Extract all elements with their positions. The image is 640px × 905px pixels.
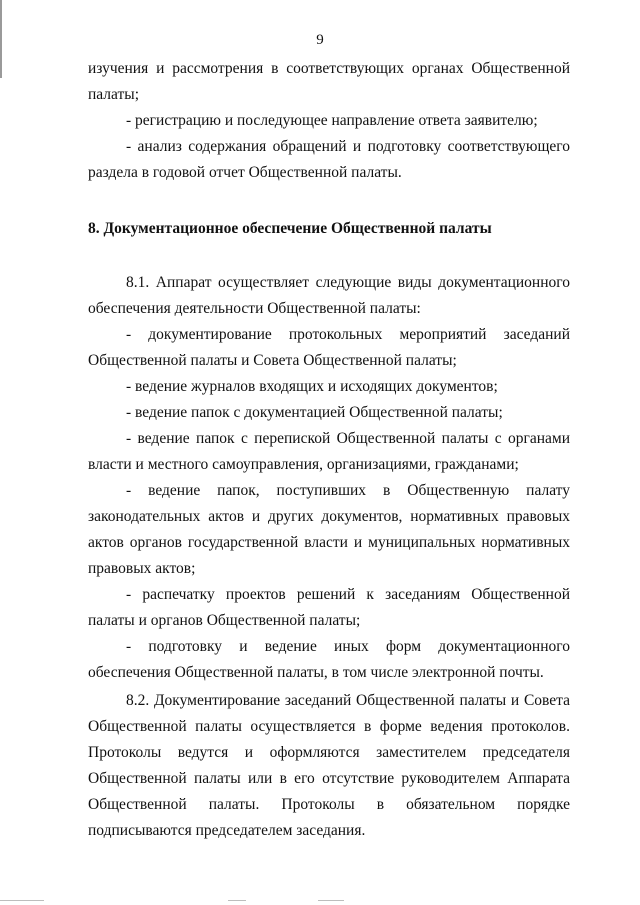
list-item: - распечатку проектов решений к заседаниям Общественной палаты и органов Общественной палаты; [88, 586, 570, 629]
list-item-registration: - регистрацию и последующее направление ответа заявителю; [126, 112, 538, 129]
document-body [88, 56, 570, 844]
list-item: - подготовку и ведение иных форм документационного обеспечения Общественной палаты, в том числе электронной почты. [88, 638, 570, 681]
list-item: - ведение журналов входящих и исходящих документов; [126, 378, 498, 395]
list-item: - ведение папок с перепиской Общественной палаты с органами власти и местного самоуправления, организациями, гражданами; [88, 430, 570, 473]
paragraph-8-2: 8.2. Документирование заседаний Общественной палаты и Совета Общественной палаты осуществляется в форме ведения протоколов. Протоколы ведутся и оформляются заместителем председателя Общественной палаты или в его отсутствие руководителем Аппарата Общественной палаты. Протоколы в обязательном порядке подписываются председателем заседания. [88, 692, 570, 839]
list-item: - документирование протокольных мероприятий заседаний Общественной палаты и Совета Общественной палаты; [88, 326, 570, 369]
paragraph-continuation: изучения и рассмотрения в соответствующих органах Общественной палаты; [88, 60, 570, 103]
list-item: - ведение папок, поступивших в Общественную палату законодательных актов и других документов, нормативных правовых актов органов государственной власти и муниципальных нормативных правовых актов; [88, 482, 570, 577]
page-number: 9 [316, 32, 324, 48]
list-item: - ведение папок с документацией Общественной палаты; [126, 404, 503, 421]
list-item-analysis: - анализ содержания обращений и подготовку соответствующего раздела в годовой отчет Общественной палаты. [88, 138, 570, 181]
section-heading: 8. Документационное обеспечение Общественной палаты [88, 220, 492, 237]
paragraph-8-1: 8.1. Аппарат осуществляет следующие виды документационного обеспечения деятельности Общественной палаты: [88, 274, 570, 317]
